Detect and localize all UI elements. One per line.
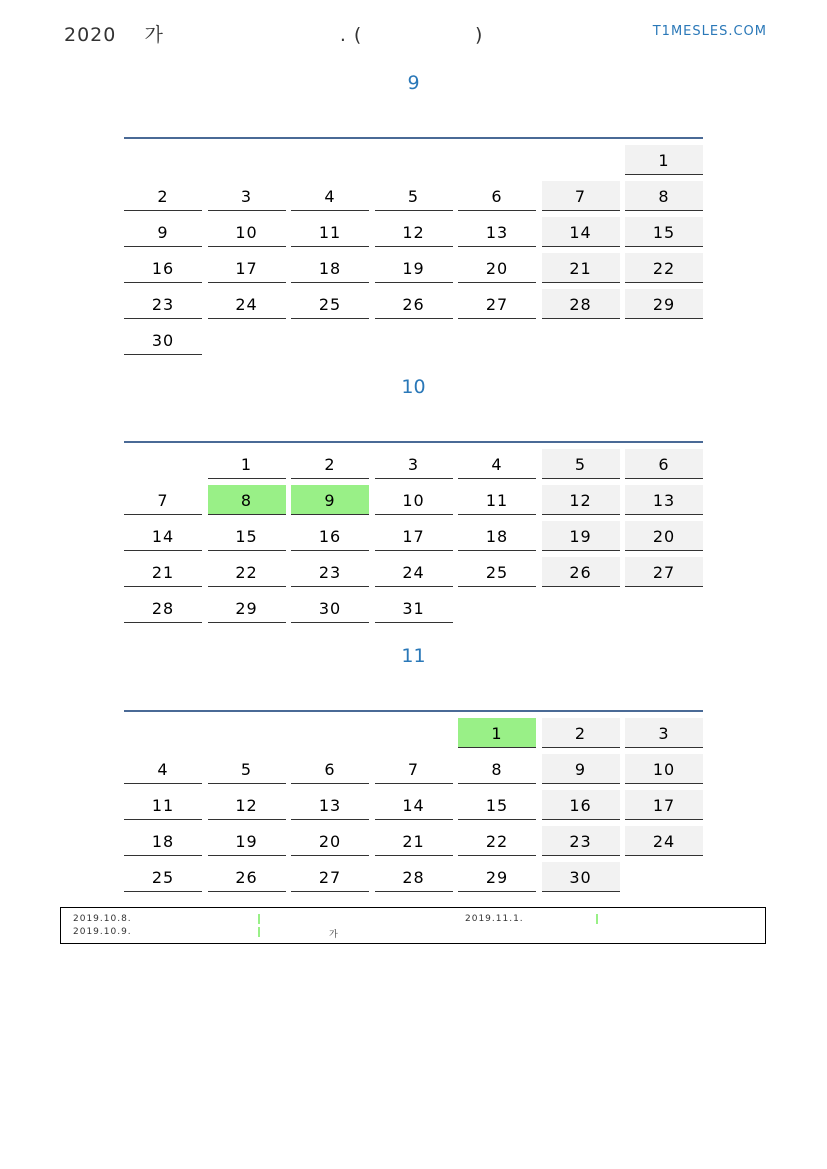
calendar-day: 31 — [375, 593, 453, 623]
calendar-day: 23 — [542, 826, 620, 856]
calendar-day: 28 — [542, 289, 620, 319]
calendar-day: 7 — [542, 181, 620, 211]
holiday-legend — [60, 907, 766, 944]
calendar-day: 21 — [124, 557, 202, 587]
calendar-day: 9 — [291, 485, 369, 515]
calendar-day: 8 — [625, 181, 703, 211]
calendar-day: 17 — [625, 790, 703, 820]
calendar-day: 23 — [124, 289, 202, 319]
calendar-day: 9 — [542, 754, 620, 784]
calendar-day: 28 — [124, 593, 202, 623]
calendar-day: 28 — [375, 862, 453, 892]
month-title-november: 11 — [401, 645, 426, 667]
calendar-november — [124, 710, 703, 896]
calendar-day: 10 — [625, 754, 703, 784]
calendar-day: 19 — [542, 521, 620, 551]
calendar-day: 22 — [625, 253, 703, 283]
legend-note-2: 가 — [329, 930, 339, 940]
month-title-september: 9 — [407, 72, 420, 94]
legend-date-1: 2019.10.8. — [73, 914, 132, 924]
calendar-day: 27 — [458, 289, 536, 319]
calendar-day: 25 — [291, 289, 369, 319]
calendar-day: 19 — [208, 826, 286, 856]
calendar-day: 14 — [375, 790, 453, 820]
calendar-day: 20 — [458, 253, 536, 283]
calendar-day: 13 — [291, 790, 369, 820]
calendar-day: 20 — [625, 521, 703, 551]
calendar-day: 30 — [124, 325, 202, 355]
calendar-day: 25 — [458, 557, 536, 587]
calendar-day: 22 — [458, 826, 536, 856]
calendar-day: 11 — [124, 790, 202, 820]
calendar-day: 14 — [124, 521, 202, 551]
calendar-day: 8 — [208, 485, 286, 515]
calendar-day: 3 — [208, 181, 286, 211]
calendar-day: 24 — [625, 826, 703, 856]
calendar-day: 29 — [208, 593, 286, 623]
site-link[interactable]: T1MESLES.COM — [652, 24, 767, 39]
calendar-day: 25 — [124, 862, 202, 892]
calendar-day: 1 — [458, 718, 536, 748]
legend-marker-3 — [596, 914, 598, 924]
calendar-day: 15 — [208, 521, 286, 551]
calendar-day: 29 — [625, 289, 703, 319]
calendar-day: 17 — [375, 521, 453, 551]
calendar-day: 18 — [291, 253, 369, 283]
legend-date-2: 2019.10.9. — [73, 927, 132, 937]
month-title-october: 10 — [401, 376, 426, 398]
calendar-day: 10 — [375, 485, 453, 515]
calendar-day: 18 — [458, 521, 536, 551]
calendar-day: 17 — [208, 253, 286, 283]
calendar-day: 18 — [124, 826, 202, 856]
calendar-day: 26 — [208, 862, 286, 892]
calendar-day: 3 — [375, 449, 453, 479]
calendar-day: 21 — [375, 826, 453, 856]
calendar-day: 15 — [625, 217, 703, 247]
calendar-day: 10 — [208, 217, 286, 247]
calendar-day: 13 — [625, 485, 703, 515]
calendar-day: 1 — [625, 145, 703, 175]
calendar-day: 2 — [291, 449, 369, 479]
calendar-day: 8 — [458, 754, 536, 784]
calendar-day: 19 — [375, 253, 453, 283]
calendar-day: 29 — [458, 862, 536, 892]
calendar-day: 22 — [208, 557, 286, 587]
calendar-day: 5 — [375, 181, 453, 211]
calendar-day: 5 — [542, 449, 620, 479]
legend-date-3: 2019.11.1. — [465, 914, 524, 924]
page-title: 2020 가 . ( ) — [64, 24, 484, 46]
calendar-day: 13 — [458, 217, 536, 247]
legend-marker-1 — [258, 914, 260, 924]
calendar-day: 24 — [375, 557, 453, 587]
legend-marker-2 — [258, 927, 260, 937]
calendar-day: 30 — [542, 862, 620, 892]
calendar-day: 16 — [291, 521, 369, 551]
calendar-day: 2 — [124, 181, 202, 211]
calendar-day: 26 — [375, 289, 453, 319]
calendar-day: 6 — [291, 754, 369, 784]
calendar-october — [124, 441, 703, 627]
calendar-day: 4 — [458, 449, 536, 479]
calendar-day: 24 — [208, 289, 286, 319]
calendar-day: 15 — [458, 790, 536, 820]
calendar-september — [124, 137, 703, 359]
calendar-day: 27 — [291, 862, 369, 892]
calendar-day: 20 — [291, 826, 369, 856]
calendar-day: 16 — [542, 790, 620, 820]
calendar-day: 5 — [208, 754, 286, 784]
calendar-day: 12 — [542, 485, 620, 515]
calendar-day: 6 — [458, 181, 536, 211]
calendar-day: 23 — [291, 557, 369, 587]
calendar-day: 14 — [542, 217, 620, 247]
calendar-day: 4 — [124, 754, 202, 784]
calendar-day: 30 — [291, 593, 369, 623]
calendar-day: 2 — [542, 718, 620, 748]
calendar-day: 7 — [375, 754, 453, 784]
calendar-day: 26 — [542, 557, 620, 587]
calendar-day: 11 — [458, 485, 536, 515]
calendar-day: 21 — [542, 253, 620, 283]
calendar-day: 9 — [124, 217, 202, 247]
calendar-day: 4 — [291, 181, 369, 211]
calendar-day: 16 — [124, 253, 202, 283]
calendar-day: 12 — [208, 790, 286, 820]
calendar-day: 3 — [625, 718, 703, 748]
calendar-day: 7 — [124, 485, 202, 515]
calendar-day: 12 — [375, 217, 453, 247]
calendar-day: 1 — [208, 449, 286, 479]
calendar-day: 11 — [291, 217, 369, 247]
calendar-day: 6 — [625, 449, 703, 479]
calendar-day: 27 — [625, 557, 703, 587]
